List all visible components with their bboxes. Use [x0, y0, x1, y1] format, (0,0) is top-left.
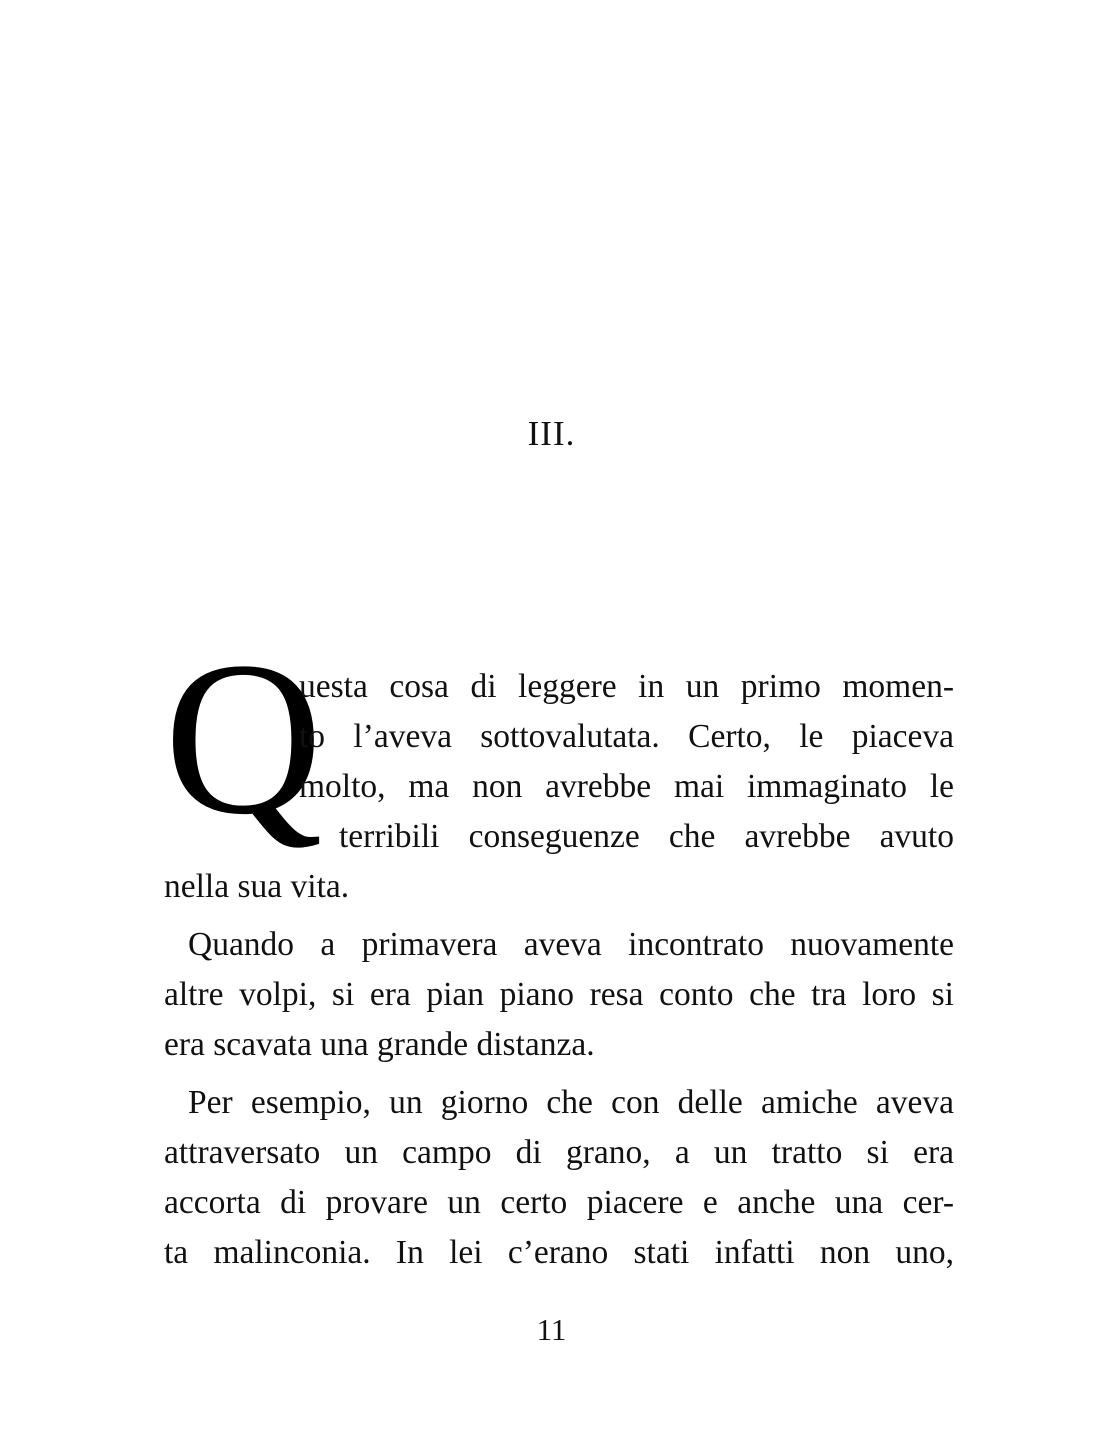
paragraph-gap [164, 1070, 954, 1078]
page-number: 11 [536, 1312, 567, 1347]
text-line: nella sua vita. [164, 868, 350, 905]
text-line: to l’aveva sottovalutata. Certo, le piaceva [299, 718, 954, 755]
body-text [164, 662, 954, 1278]
text-line: ta malinconia. In lei c’erano stati infatti non uno, [164, 1234, 954, 1271]
text-line: accorta di provare un certo piacere e anche una cer- [164, 1184, 954, 1221]
paragraph-gap [164, 912, 954, 920]
paragraph-1 [164, 662, 954, 912]
text-line: altre volpi, si era pian piano resa conto che tra loro si [164, 976, 954, 1013]
paragraph-2 [164, 920, 954, 1070]
text-line: Quando a primavera aveva incontrato nuovamente [188, 926, 954, 963]
text-line: terribili conseguenze che avrebbe avuto [339, 818, 954, 855]
text-line: era scavata una grande distanza. [164, 1026, 595, 1063]
text-line: attraversato un campo di grano, a un tratto si era [164, 1134, 954, 1171]
text-line: Per esempio, un giorno che con delle amiche aveva [188, 1084, 954, 1121]
chapter-heading: III. [527, 414, 576, 453]
text-line: molto, ma non avrebbe mai immaginato le [299, 768, 954, 805]
paragraph-3 [164, 1078, 954, 1278]
text-line: uesta cosa di leggere in un primo momen- [299, 668, 954, 705]
drop-cap-letter: Q [164, 616, 323, 860]
